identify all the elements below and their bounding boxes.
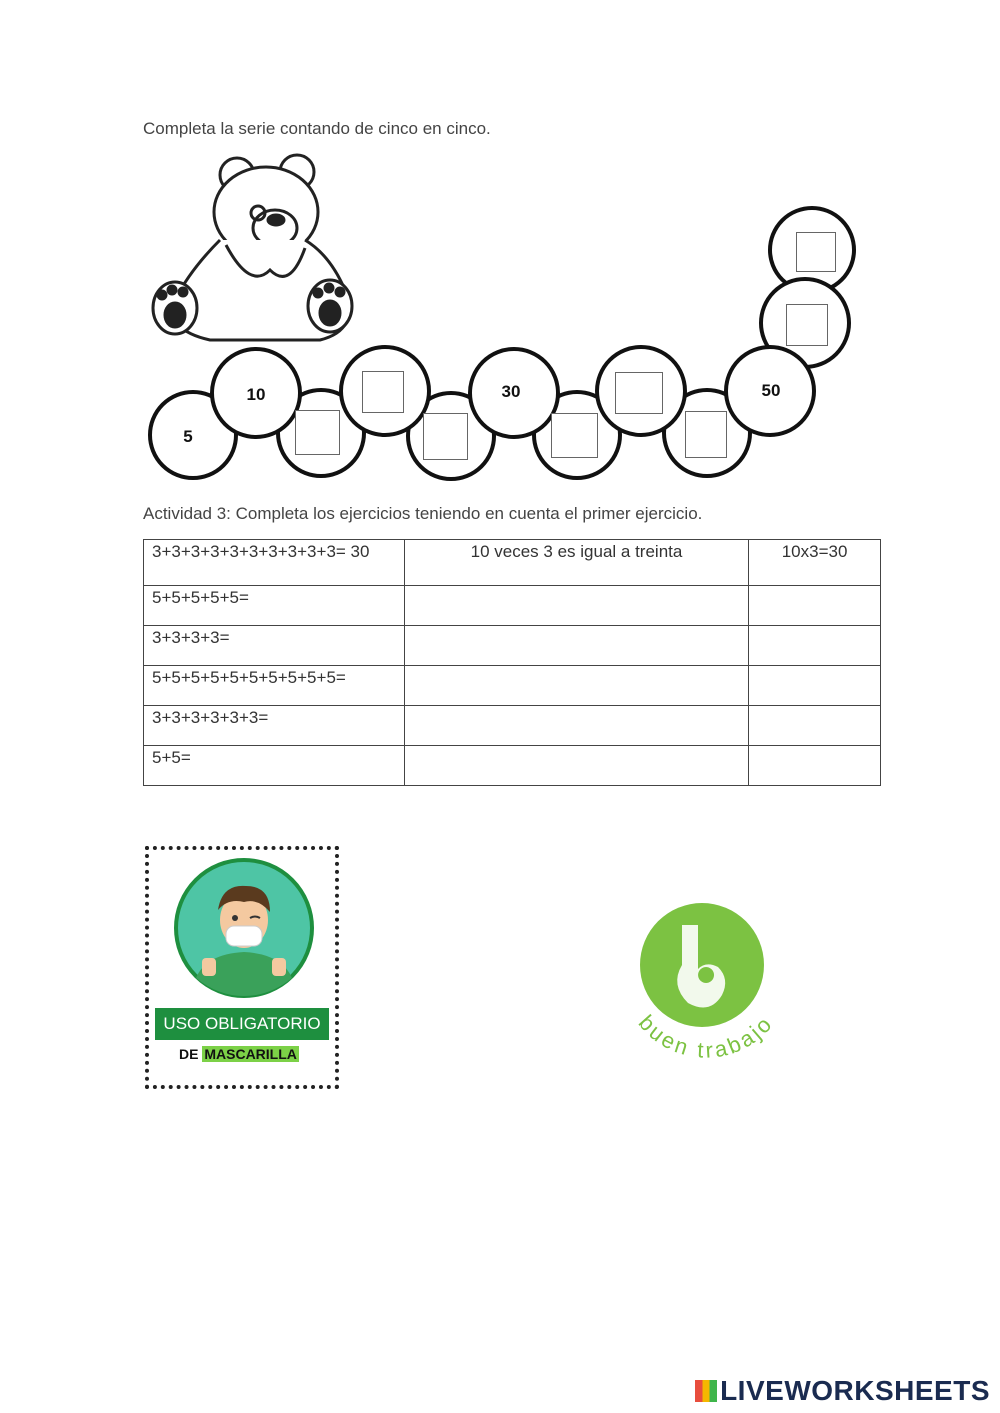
words-answer-cell[interactable]	[404, 666, 748, 706]
series-answer-box[interactable]	[786, 304, 828, 346]
logo-icon	[695, 1380, 717, 1402]
table-row	[144, 666, 881, 706]
series-instruction: Completa la serie contando de cinco en cinco.	[143, 119, 491, 138]
sum-cell: 5+5+5+5+5=	[144, 586, 405, 626]
caterpillar-illustration	[0, 0, 1000, 500]
series-answer-box[interactable]	[685, 411, 727, 458]
ok-hand-icon	[640, 903, 764, 1027]
multiplication-answer-cell[interactable]	[749, 626, 881, 666]
multiplication-answer-cell[interactable]	[749, 666, 881, 706]
table-row	[144, 586, 881, 626]
series-answer-box[interactable]	[423, 413, 468, 460]
sum-cell: 3+3+3+3=	[144, 626, 405, 666]
buen-trabajo-stamp	[610, 895, 800, 1065]
masked-boy-illustration	[166, 858, 322, 998]
words-answer-cell[interactable]	[404, 706, 748, 746]
series-answer-box[interactable]	[295, 410, 340, 455]
sum-cell: 5+5=	[144, 746, 405, 786]
liveworksheets-logo	[695, 1375, 990, 1407]
series-answer-box[interactable]	[551, 413, 598, 458]
series-answer-box[interactable]	[796, 232, 836, 272]
table-row	[144, 706, 881, 746]
series-answer-box[interactable]	[362, 371, 404, 413]
series-number: 50	[761, 381, 781, 400]
multiplication-answer-cell[interactable]	[749, 706, 881, 746]
bear-drawing	[153, 155, 352, 340]
mask-subtitle	[179, 1046, 299, 1062]
series-number: 5	[183, 427, 193, 446]
table-row	[144, 626, 881, 666]
series-number: 10	[246, 385, 266, 404]
mask-poster	[145, 846, 339, 1089]
sum-cell: 3+3+3+3+3+3=	[144, 706, 405, 746]
series-answer-box[interactable]	[615, 372, 663, 414]
words-answer-cell[interactable]	[404, 586, 748, 626]
multiplication-answer-cell[interactable]	[749, 746, 881, 786]
mask-prefix: DE	[179, 1046, 199, 1062]
sum-cell: 5+5+5+5+5+5+5+5+5+5=	[144, 666, 405, 706]
mask-banner: USO OBLIGATORIO	[155, 1008, 329, 1040]
table-row	[144, 746, 881, 786]
stamp-text: buen trabajo	[633, 1010, 779, 1063]
series-number: 30	[501, 382, 521, 401]
words-answer-cell[interactable]	[404, 626, 748, 666]
table-row	[144, 540, 881, 586]
multiplication-answer-cell[interactable]	[749, 586, 881, 626]
sum-cell: 3+3+3+3+3+3+3+3+3+3= 30	[144, 540, 405, 586]
exercise-table	[143, 539, 881, 786]
words-cell: 10 veces 3 es igual a treinta	[404, 540, 748, 586]
words-answer-cell[interactable]	[404, 746, 748, 786]
mask-highlight: MASCARILLA	[204, 1046, 297, 1062]
logo-text: LIVEWORKSHEETS	[720, 1375, 990, 1406]
activity3-instruction: Actividad 3: Completa los ejercicios teniendo en cuenta el primer ejercicio.	[143, 504, 703, 523]
multiplication-cell: 10x3=30	[749, 540, 881, 586]
